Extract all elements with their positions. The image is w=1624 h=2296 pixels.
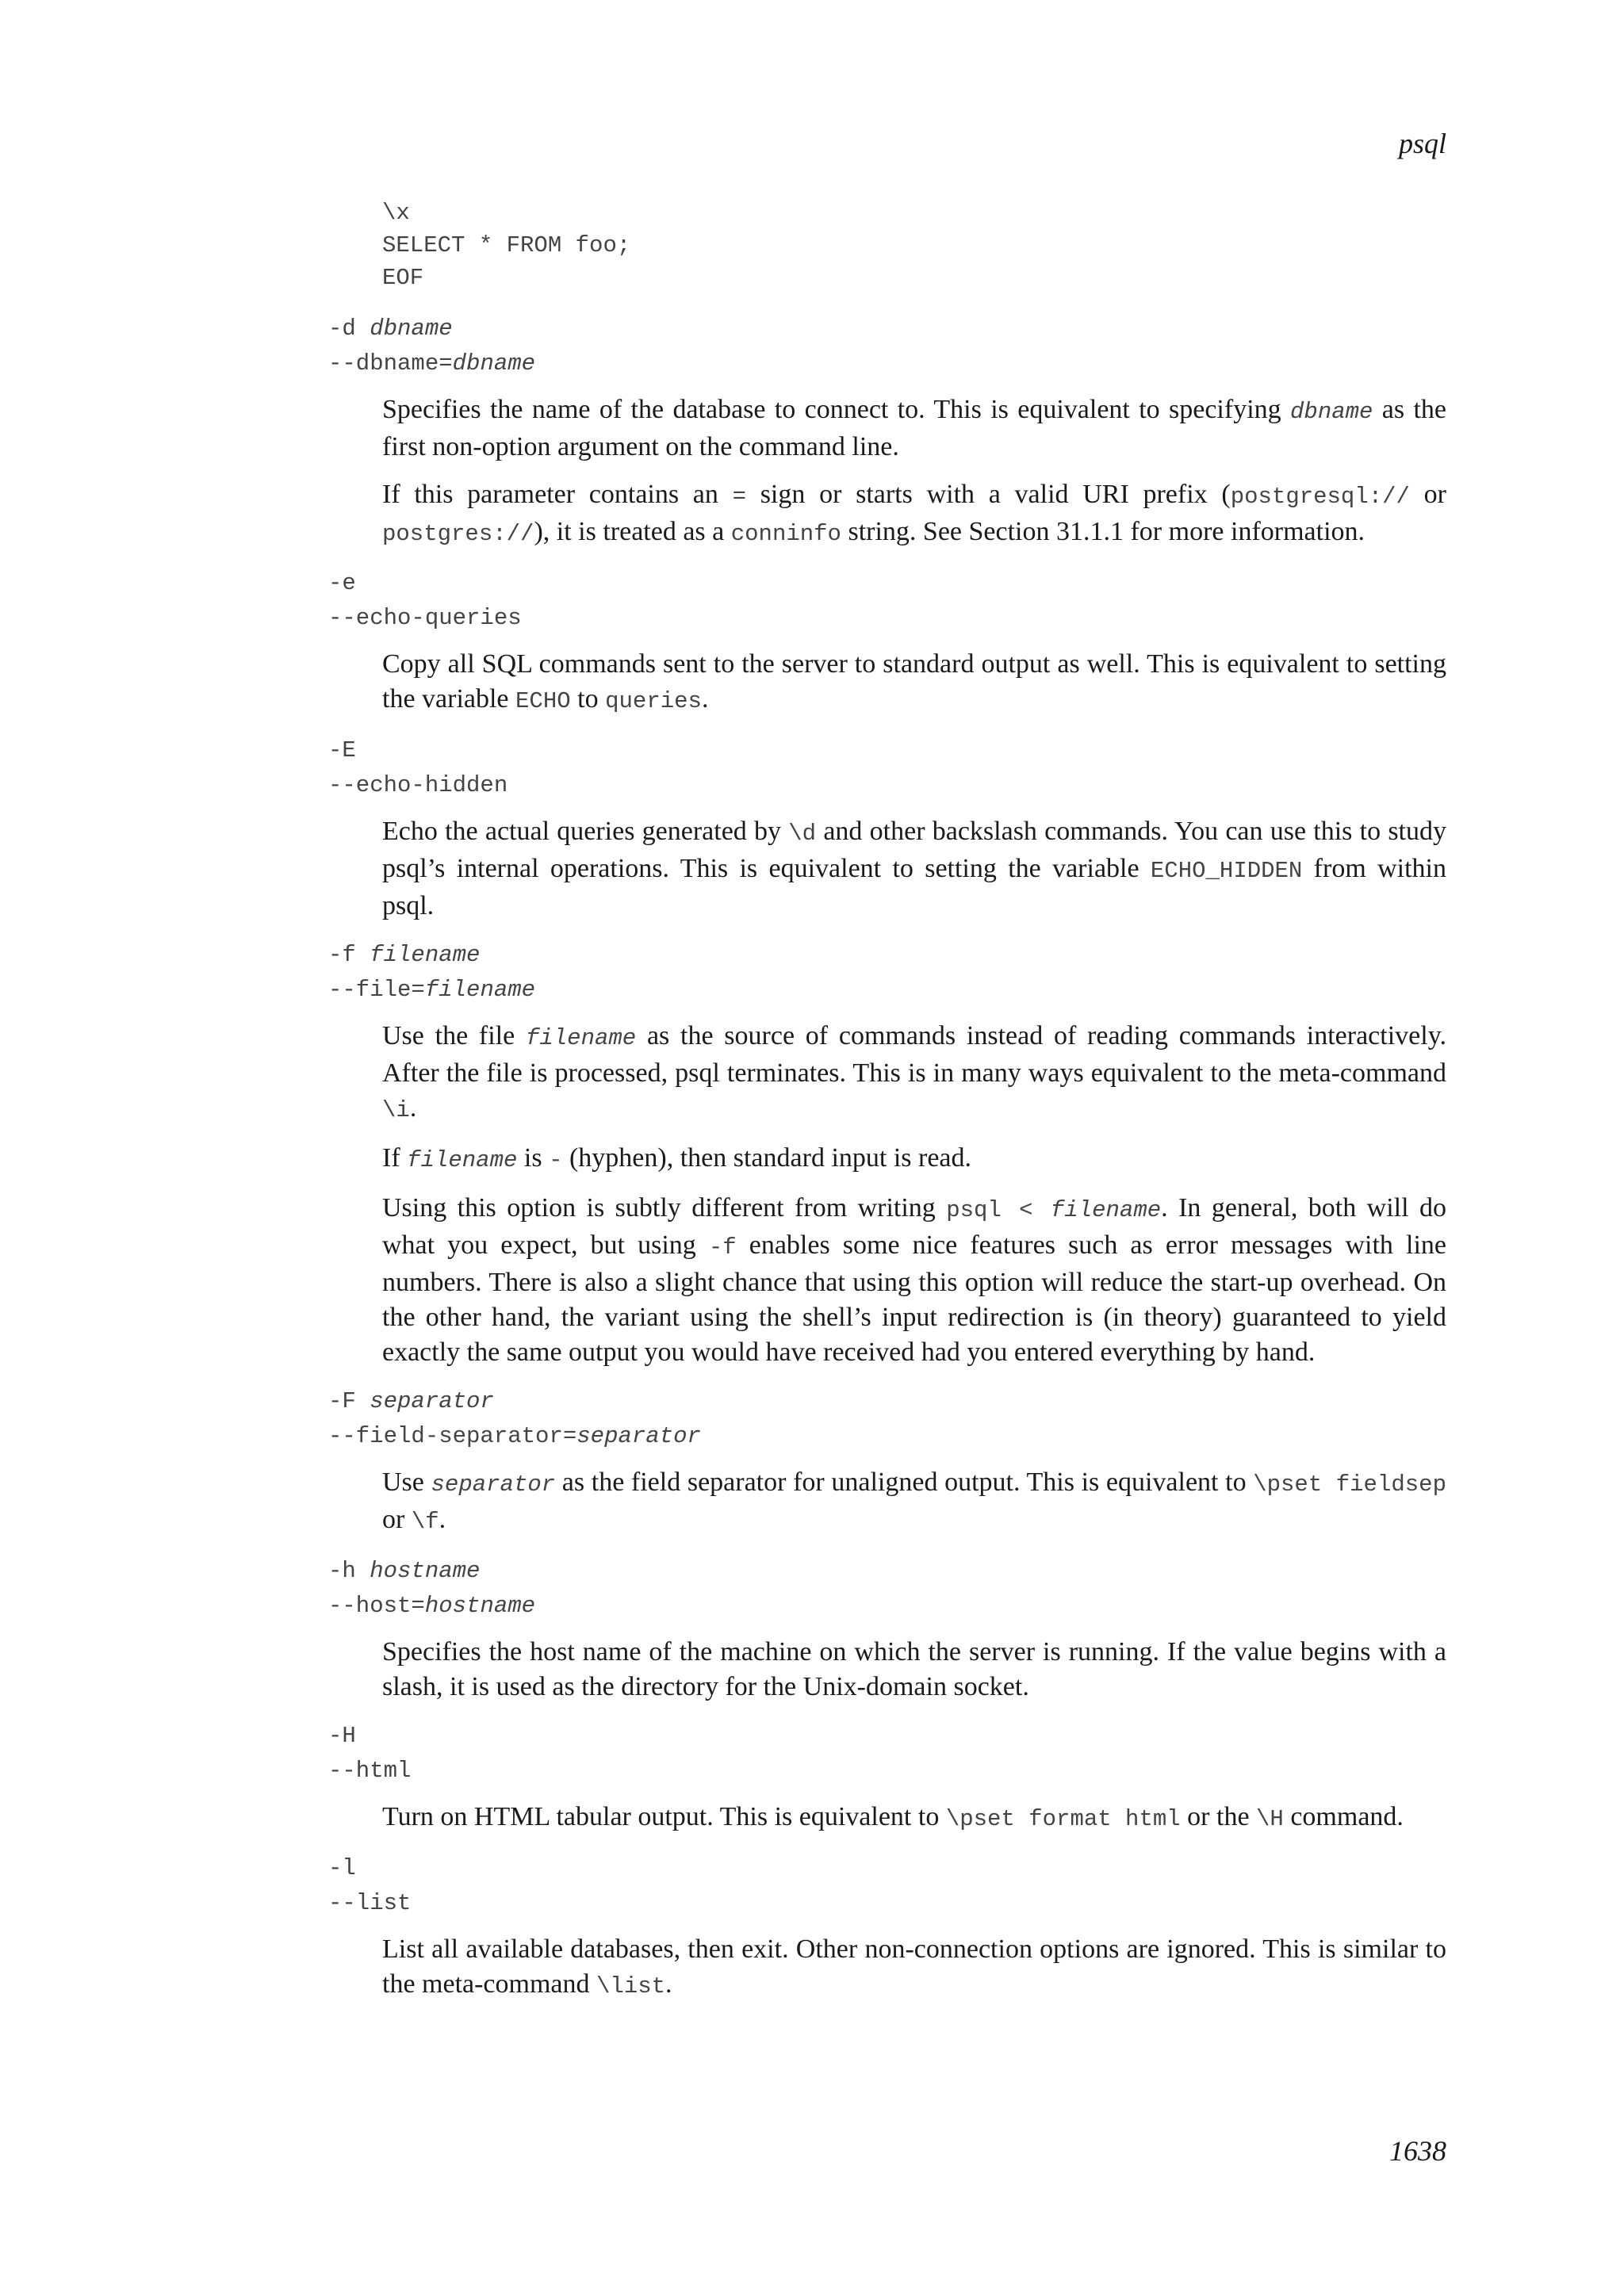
inline-text: If this parameter contains an	[382, 480, 733, 509]
option-term	[328, 1719, 1446, 1754]
inline-text: If	[382, 1143, 408, 1173]
inline-code: -	[549, 1147, 563, 1173]
inline-replaceable: filename	[1050, 1197, 1162, 1223]
option-term	[328, 1886, 1446, 1921]
option-term	[328, 1754, 1446, 1789]
option-description	[382, 1465, 1446, 1540]
option-term	[328, 973, 1446, 1008]
option-term	[328, 566, 1446, 601]
option-term	[328, 1419, 1446, 1454]
option-flag: -e	[328, 570, 356, 596]
inline-text: as the field separator for unaligned output. This is equivalent to	[555, 1468, 1254, 1497]
description-paragraph	[382, 1191, 1446, 1370]
code-line: \x	[382, 200, 410, 226]
description-paragraph	[382, 647, 1446, 719]
option-entry	[328, 1851, 1446, 2004]
option-entry	[328, 1384, 1446, 1540]
option-term	[328, 1851, 1446, 1886]
option-entry	[328, 1554, 1446, 1705]
option-flag: --list	[328, 1890, 412, 1916]
inline-code: \i	[382, 1097, 410, 1123]
inline-text: Copy all SQL commands sent to the server to standard output as well. This is equivalent to setting the variable	[382, 649, 1446, 714]
description-paragraph	[382, 1019, 1446, 1128]
option-list	[328, 312, 1446, 2004]
option-argument: dbname	[370, 316, 453, 342]
inline-text: enables some nice features such as error messages with line numbers. There is also a slight chance that using this option will reduce the start-up overhead. On the other hand, the variant using the shell’s input redirection is (in theory) guaranteed to yield exactly the same output you would have received had you entered everything by hand.	[382, 1230, 1446, 1367]
inline-code: \H	[1256, 1806, 1284, 1832]
description-paragraph	[382, 1635, 1446, 1705]
description-paragraph	[382, 392, 1446, 465]
option-description	[382, 647, 1446, 719]
option-term	[328, 1554, 1446, 1589]
inline-text: from within psql.	[382, 854, 1446, 920]
running-header: psql	[1398, 128, 1446, 159]
inline-text: (hyphen), then standard input is read.	[562, 1143, 972, 1173]
inline-text: and other backslash commands. You can use this to study psql’s internal operations. This is equivalent to setting the variable	[382, 817, 1447, 883]
inline-code: \d	[788, 821, 817, 847]
option-term	[328, 938, 1446, 973]
inline-code: postgres://	[382, 521, 534, 547]
description-paragraph	[382, 814, 1446, 924]
option-term	[328, 1589, 1446, 1624]
option-argument: dbname	[452, 350, 536, 377]
inline-text: . In general, both will do what you expect, but using	[382, 1193, 1446, 1260]
inline-code: ECHO_HIDDEN	[1150, 858, 1303, 884]
option-term	[328, 733, 1446, 768]
option-flag: -H	[328, 1723, 356, 1749]
inline-text: as the source of commands instead of reading commands interactively. After the file is processed, psql terminates. This is in many ways equivalent to the meta-command	[382, 1021, 1446, 1088]
inline-text: List all available databases, then exit. Other non-connection options are ignored. This is similar to the meta-command	[382, 1934, 1446, 1999]
code-example	[382, 197, 1446, 294]
option-flag: --file=	[328, 977, 425, 1003]
inline-text: is	[517, 1143, 550, 1173]
code-line: SELECT * FROM foo;	[382, 232, 631, 258]
option-entry	[328, 566, 1446, 719]
inline-text: Use the file	[382, 1021, 526, 1050]
inline-code: queries	[605, 688, 702, 714]
option-term	[328, 312, 1446, 346]
option-flag: -h	[328, 1558, 370, 1584]
inline-code: \pset fieldsep	[1253, 1471, 1446, 1498]
option-entry	[328, 938, 1446, 1370]
inline-text: or	[1409, 480, 1446, 509]
inline-text: as the first non-option argument on the command line.	[382, 395, 1447, 461]
inline-text: to	[570, 684, 606, 714]
option-flag: -E	[328, 737, 356, 763]
inline-replaceable: separator	[431, 1471, 556, 1498]
inline-text: or	[382, 1505, 412, 1534]
code-line: EOF	[382, 265, 424, 291]
option-term	[328, 601, 1446, 636]
option-flag: -l	[328, 1855, 356, 1881]
option-argument: hostname	[424, 1593, 536, 1619]
description-paragraph	[382, 1800, 1446, 1837]
inline-code: \pset format html	[945, 1806, 1181, 1832]
inline-replaceable: filename	[407, 1147, 518, 1173]
page-number: 1638	[1389, 2135, 1446, 2167]
inline-text: .	[665, 1969, 672, 1999]
inline-text: Using this option is subtly different from writing	[382, 1193, 947, 1223]
inline-text: Specifies the host name of the machine on which the server is running. If the value begins with a slash, it is used as the directory for the Unix-domain socket.	[382, 1637, 1446, 1701]
option-flag: --echo-hidden	[328, 772, 508, 798]
inline-code: psql <	[946, 1197, 1051, 1223]
option-description	[382, 1019, 1446, 1370]
inline-code: conninfo	[730, 521, 841, 547]
inline-text: Use	[382, 1468, 431, 1497]
option-flag: -F	[328, 1388, 370, 1414]
inline-code: -f	[708, 1234, 737, 1261]
inline-code: \list	[596, 1973, 666, 1999]
option-argument: separator	[370, 1388, 494, 1414]
option-flag: --echo-queries	[328, 605, 522, 631]
page-content	[328, 197, 1446, 2004]
inline-text: .	[409, 1093, 417, 1123]
option-flag: --field-separator=	[328, 1423, 577, 1449]
option-description	[382, 1800, 1446, 1837]
option-entry	[328, 733, 1446, 924]
description-paragraph	[382, 1932, 1446, 2004]
option-flag: --dbname=	[328, 350, 453, 377]
option-term	[328, 768, 1446, 803]
option-description	[382, 392, 1446, 552]
inline-replaceable: dbname	[1290, 399, 1373, 425]
inline-code: =	[732, 484, 746, 510]
inline-text: Specifies the name of the database to connect to. This is equivalent to specifying	[382, 395, 1291, 424]
option-argument: hostname	[370, 1558, 481, 1584]
option-entry	[328, 1719, 1446, 1837]
inline-text: Turn on HTML tabular output. This is equivalent to	[382, 1802, 946, 1831]
inline-code: ECHO	[515, 688, 571, 714]
option-argument: filename	[370, 942, 481, 968]
inline-text: .	[439, 1505, 446, 1534]
inline-text: command.	[1283, 1802, 1404, 1831]
description-paragraph	[382, 477, 1446, 552]
description-paragraph	[382, 1465, 1446, 1540]
inline-text: sign or starts with a valid URI prefix (	[746, 480, 1231, 509]
option-argument: filename	[424, 977, 536, 1003]
option-description	[382, 1932, 1446, 2004]
inline-text: or the	[1180, 1802, 1257, 1831]
inline-text: .	[701, 684, 709, 714]
inline-code: postgresql://	[1230, 484, 1410, 510]
option-flag: -f	[328, 942, 370, 968]
option-term	[328, 1384, 1446, 1419]
option-description	[382, 814, 1446, 924]
option-flag: --html	[328, 1758, 412, 1784]
option-term	[328, 346, 1446, 381]
option-flag: --host=	[328, 1593, 425, 1619]
inline-text: Echo the actual queries generated by	[382, 817, 789, 846]
option-argument: separator	[576, 1423, 701, 1449]
option-description	[382, 1635, 1446, 1705]
description-paragraph	[382, 1141, 1446, 1178]
inline-code: \f	[411, 1509, 439, 1535]
inline-text: string. See Section 31.1.1 for more information.	[841, 517, 1365, 546]
inline-text: ), it is treated as a	[534, 517, 731, 546]
inline-replaceable: filename	[525, 1025, 637, 1051]
option-entry	[328, 312, 1446, 552]
option-flag: -d	[328, 316, 370, 342]
